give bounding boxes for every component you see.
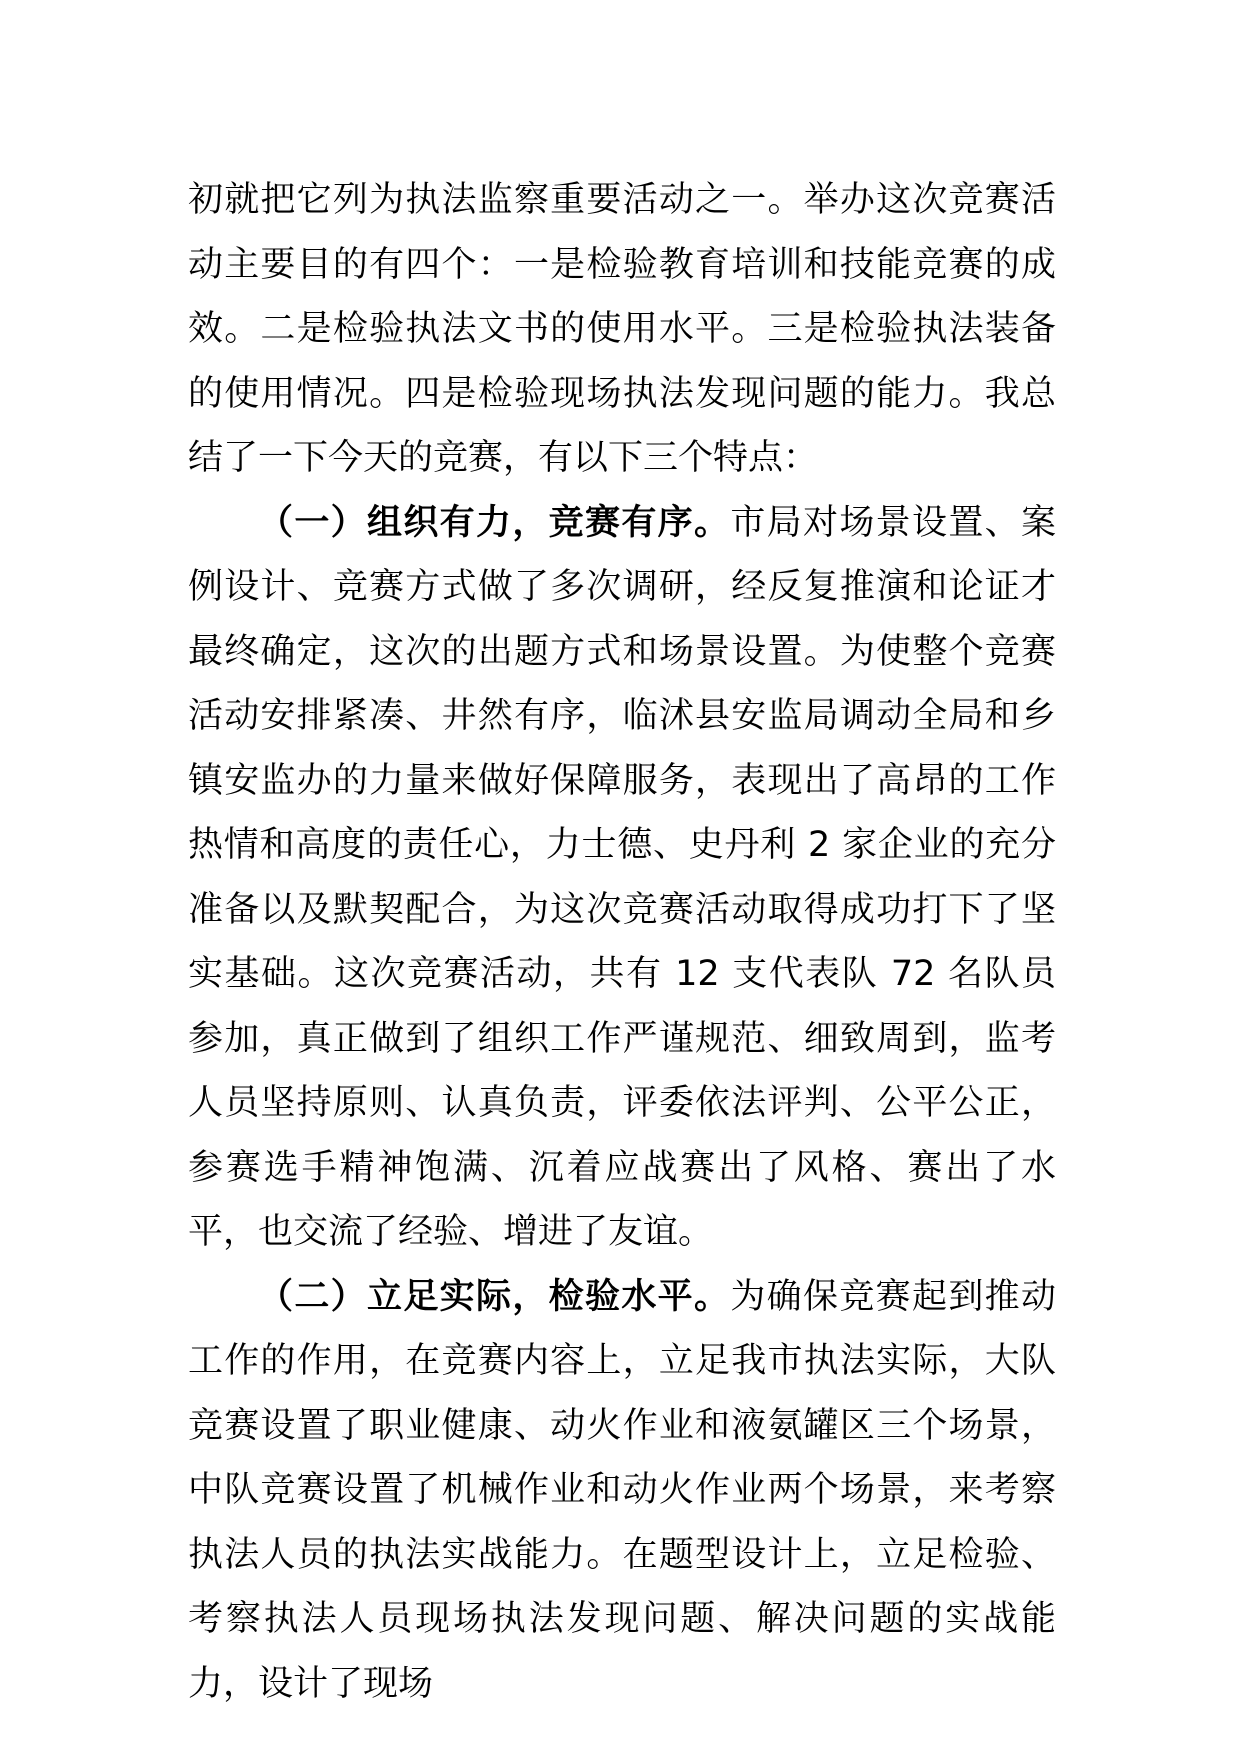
paragraph-section-1 <box>188 491 1056 1265</box>
section-2-heading: （二）立足实际，检验水平。 <box>258 1276 731 1317</box>
paragraph-intro-text: 初就把它列为执法监察重要活动之一。举办这次竞赛活动主要目的有四个：一是检验教育培训和技能竞赛的成效。二是检验执法文书的使用水平。三是检验执法装备的使用情况。四是检验现场执法发现问题的能力。我总结了一下今天的竞赛，有以下三个特点： <box>188 180 1056 478</box>
section-1-heading: （一）组织有力，竞赛有序。 <box>258 502 731 543</box>
paragraph-intro <box>188 168 1056 491</box>
section-1-text: 市局对场景设置、案例设计、竞赛方式做了多次调研，经反复推演和论证才最终确定，这次的出题方式和场景设置。为使整个竞赛活动安排紧凑、井然有序，临沭县安监局调动全局和乡镇安监办的力量来做好保障服务，表现出了高昂的工作热情和高度的责任心，力士德、史丹利 2 家企业的充分准备以及默契配合，为这次竞赛活动取得成功打下了坚实基础。这次竞赛活动，共有 12 支代表队 72 名队员参加，真正做到了组织工作严谨规范、细致周到，监考人员坚持原则、认真负责，评委依法评判、公平公正，参赛选手精神饱满、沉着应战赛出了风格、赛出了水平，也交流了经验、增进了友谊。 <box>188 502 1056 1252</box>
document-page <box>188 168 1056 1716</box>
section-2-text: 为确保竞赛起到推动工作的作用，在竞赛内容上，立足我市执法实际，大队竞赛设置了职业健康、动火作业和液氨罐区三个场景，中队竞赛设置了机械作业和动火作业两个场景，来考察执法人员的执法实战能力。在题型设计上，立足检验、考察执法人员现场执法发现问题、解决问题的实战能力，设计了现场 <box>188 1276 1056 1704</box>
paragraph-section-2 <box>188 1265 1056 1717</box>
